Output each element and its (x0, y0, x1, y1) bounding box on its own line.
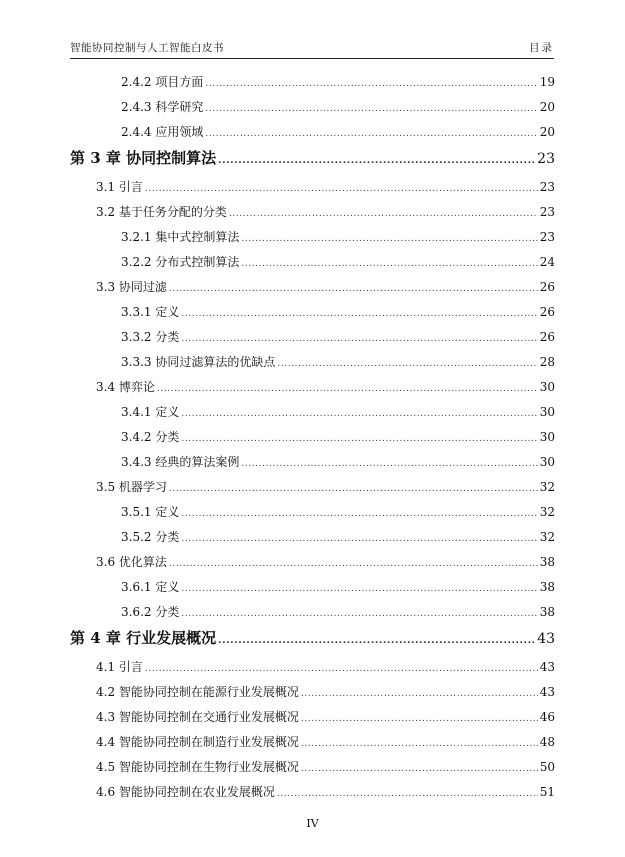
toc-leader-dots (301, 764, 538, 774)
toc-entry-page: 38 (539, 580, 555, 594)
toc-entry[interactable] (121, 453, 555, 470)
toc-leader-dots (145, 664, 538, 674)
toc-entry-page: 23 (539, 180, 555, 194)
toc-entry-label: 3.6.1 定义 (121, 580, 180, 594)
toc-leader-dots (181, 609, 537, 619)
toc-entry-page: 26 (539, 330, 555, 344)
toc-chapter-label: 第 4 章 行业发展概况 (70, 629, 217, 647)
toc-entry-page: 32 (539, 480, 555, 494)
toc-entry[interactable] (96, 658, 555, 675)
toc-chapter[interactable] (70, 627, 555, 648)
toc-entry-page: 32 (539, 505, 555, 519)
toc-entry[interactable] (121, 578, 555, 595)
page-number: IV (306, 817, 319, 830)
toc-entry-label: 3.2 基于任务分配的分类 (96, 205, 227, 219)
toc-entry-label: 3.3.2 分类 (121, 330, 180, 344)
toc-leader-dots (205, 104, 537, 114)
toc-entry-label: 4.6 智能协同控制在农业发展概况 (96, 785, 275, 799)
toc-leader-dots (277, 359, 537, 369)
toc-entry[interactable] (96, 553, 555, 570)
toc-leader-dots (301, 739, 538, 749)
toc-entry-page: 26 (539, 305, 555, 319)
toc-leader-dots (181, 434, 537, 444)
toc-entry-page: 46 (539, 710, 555, 724)
toc-entry[interactable] (96, 783, 555, 800)
toc-entry-label: 3.3 协同过滤 (96, 280, 167, 294)
toc-chapter-page: 43 (537, 631, 555, 647)
toc-entry[interactable] (96, 178, 555, 195)
toc-entry-page: 43 (539, 685, 555, 699)
toc-entry-label: 3.4.3 经典的算法案例 (121, 455, 240, 469)
toc-entry-page: 28 (539, 355, 555, 369)
toc-entry-page: 32 (539, 530, 555, 544)
toc-entry-label: 3.1 引言 (96, 180, 143, 194)
toc-leader-dots (169, 559, 538, 569)
toc-leader-dots (218, 636, 535, 646)
toc-entry-page: 50 (539, 760, 555, 774)
toc-entry-page: 30 (539, 405, 555, 419)
toc-entry-label: 3.2.2 分布式控制算法 (121, 255, 240, 269)
toc-leader-dots (205, 79, 537, 89)
toc-entry[interactable] (121, 428, 555, 445)
toc-entry[interactable] (121, 123, 555, 140)
toc-chapter-page: 23 (537, 151, 555, 167)
toc-leader-dots (181, 534, 537, 544)
toc-leader-dots (181, 334, 537, 344)
toc-entry[interactable] (96, 478, 555, 495)
toc-leader-dots (157, 384, 538, 394)
toc-entry[interactable] (96, 758, 555, 775)
toc-entry-label: 3.2.1 集中式控制算法 (121, 230, 240, 244)
toc-entry-label: 3.5.2 分类 (121, 530, 180, 544)
toc-entry-page: 30 (539, 430, 555, 444)
toc-leader-dots (181, 584, 537, 594)
toc-leader-dots (181, 509, 537, 519)
toc-entry-page: 48 (539, 735, 555, 749)
toc-leader-dots (145, 184, 538, 194)
toc-entry-label: 3.3.1 定义 (121, 305, 180, 319)
toc-entry-label: 2.4.2 项目方面 (121, 75, 204, 89)
toc-entry[interactable] (121, 353, 555, 370)
toc-entry[interactable] (121, 73, 555, 90)
toc-entry[interactable] (96, 278, 555, 295)
toc-entry-page: 30 (539, 455, 555, 469)
toc-entry[interactable] (121, 253, 555, 270)
toc-entry-label: 4.2 智能协同控制在能源行业发展概况 (96, 685, 299, 699)
toc-entry[interactable] (96, 733, 555, 750)
toc-leader-dots (229, 209, 538, 219)
toc-leader-dots (301, 689, 538, 699)
toc-entry-label: 3.5.1 定义 (121, 505, 180, 519)
toc-entry[interactable] (121, 503, 555, 520)
toc-entry-label: 3.3.3 协同过滤算法的优缺点 (121, 355, 276, 369)
toc-chapter-label: 第 3 章 协同控制算法 (70, 149, 217, 167)
toc-entry-page: 20 (539, 100, 555, 114)
toc-entry-page: 23 (539, 230, 555, 244)
toc-entry[interactable] (96, 708, 555, 725)
toc-entry[interactable] (96, 378, 555, 395)
toc-leader-dots (241, 234, 537, 244)
toc-entry[interactable] (96, 683, 555, 700)
toc-entry[interactable] (121, 98, 555, 115)
toc-entry-label: 3.4.1 定义 (121, 405, 180, 419)
header-title: 智能协同控制与人工智能白皮书 (70, 42, 224, 54)
toc-entry[interactable] (121, 603, 555, 620)
toc-entry-label: 4.1 引言 (96, 660, 143, 674)
toc-entry-page: 24 (539, 255, 555, 269)
toc-leader-dots (301, 714, 538, 724)
toc-entry-page: 30 (539, 380, 555, 394)
toc-entry-page: 26 (539, 280, 555, 294)
toc-entry-label: 4.3 智能协同控制在交通行业发展概况 (96, 710, 299, 724)
toc-entry[interactable] (121, 528, 555, 545)
toc-entry-label: 2.4.4 应用领域 (121, 125, 204, 139)
toc-entry[interactable] (121, 303, 555, 320)
toc-leader-dots (205, 129, 537, 139)
toc-entry-page: 51 (539, 785, 555, 799)
toc-leader-dots (169, 284, 538, 294)
toc-chapter[interactable] (70, 147, 555, 168)
toc-entry-page: 38 (539, 555, 555, 569)
toc-leader-dots (241, 459, 537, 469)
toc-entry-label: 3.5 机器学习 (96, 480, 167, 494)
toc-leader-dots (218, 156, 535, 166)
toc-entry-label: 3.4 博弈论 (96, 380, 155, 394)
toc-entry[interactable] (121, 228, 555, 245)
toc-entry[interactable] (121, 328, 555, 345)
toc-entry-page: 43 (539, 660, 555, 674)
toc-leader-dots (181, 409, 537, 419)
toc-entry-page: 19 (539, 75, 555, 89)
toc-entry-label: 4.4 智能协同控制在制造行业发展概况 (96, 735, 299, 749)
toc-entry-page: 23 (539, 205, 555, 219)
toc-entry-label: 3.4.2 分类 (121, 430, 180, 444)
toc-entry[interactable] (121, 403, 555, 420)
toc-entry-label: 3.6 优化算法 (96, 555, 167, 569)
toc-leader-dots (277, 789, 538, 799)
toc-leader-dots (181, 309, 537, 319)
toc-entry-label: 4.5 智能协同控制在生物行业发展概况 (96, 760, 299, 774)
toc-leader-dots (241, 259, 537, 269)
toc-entry-page: 38 (539, 605, 555, 619)
toc-leader-dots (169, 484, 538, 494)
toc-entry-page: 20 (539, 125, 555, 139)
header-section: 目录 (529, 42, 554, 54)
toc-entry-label: 3.6.2 分类 (121, 605, 180, 619)
toc-entry[interactable] (96, 203, 555, 220)
toc-entry-label: 2.4.3 科学研究 (121, 100, 204, 114)
